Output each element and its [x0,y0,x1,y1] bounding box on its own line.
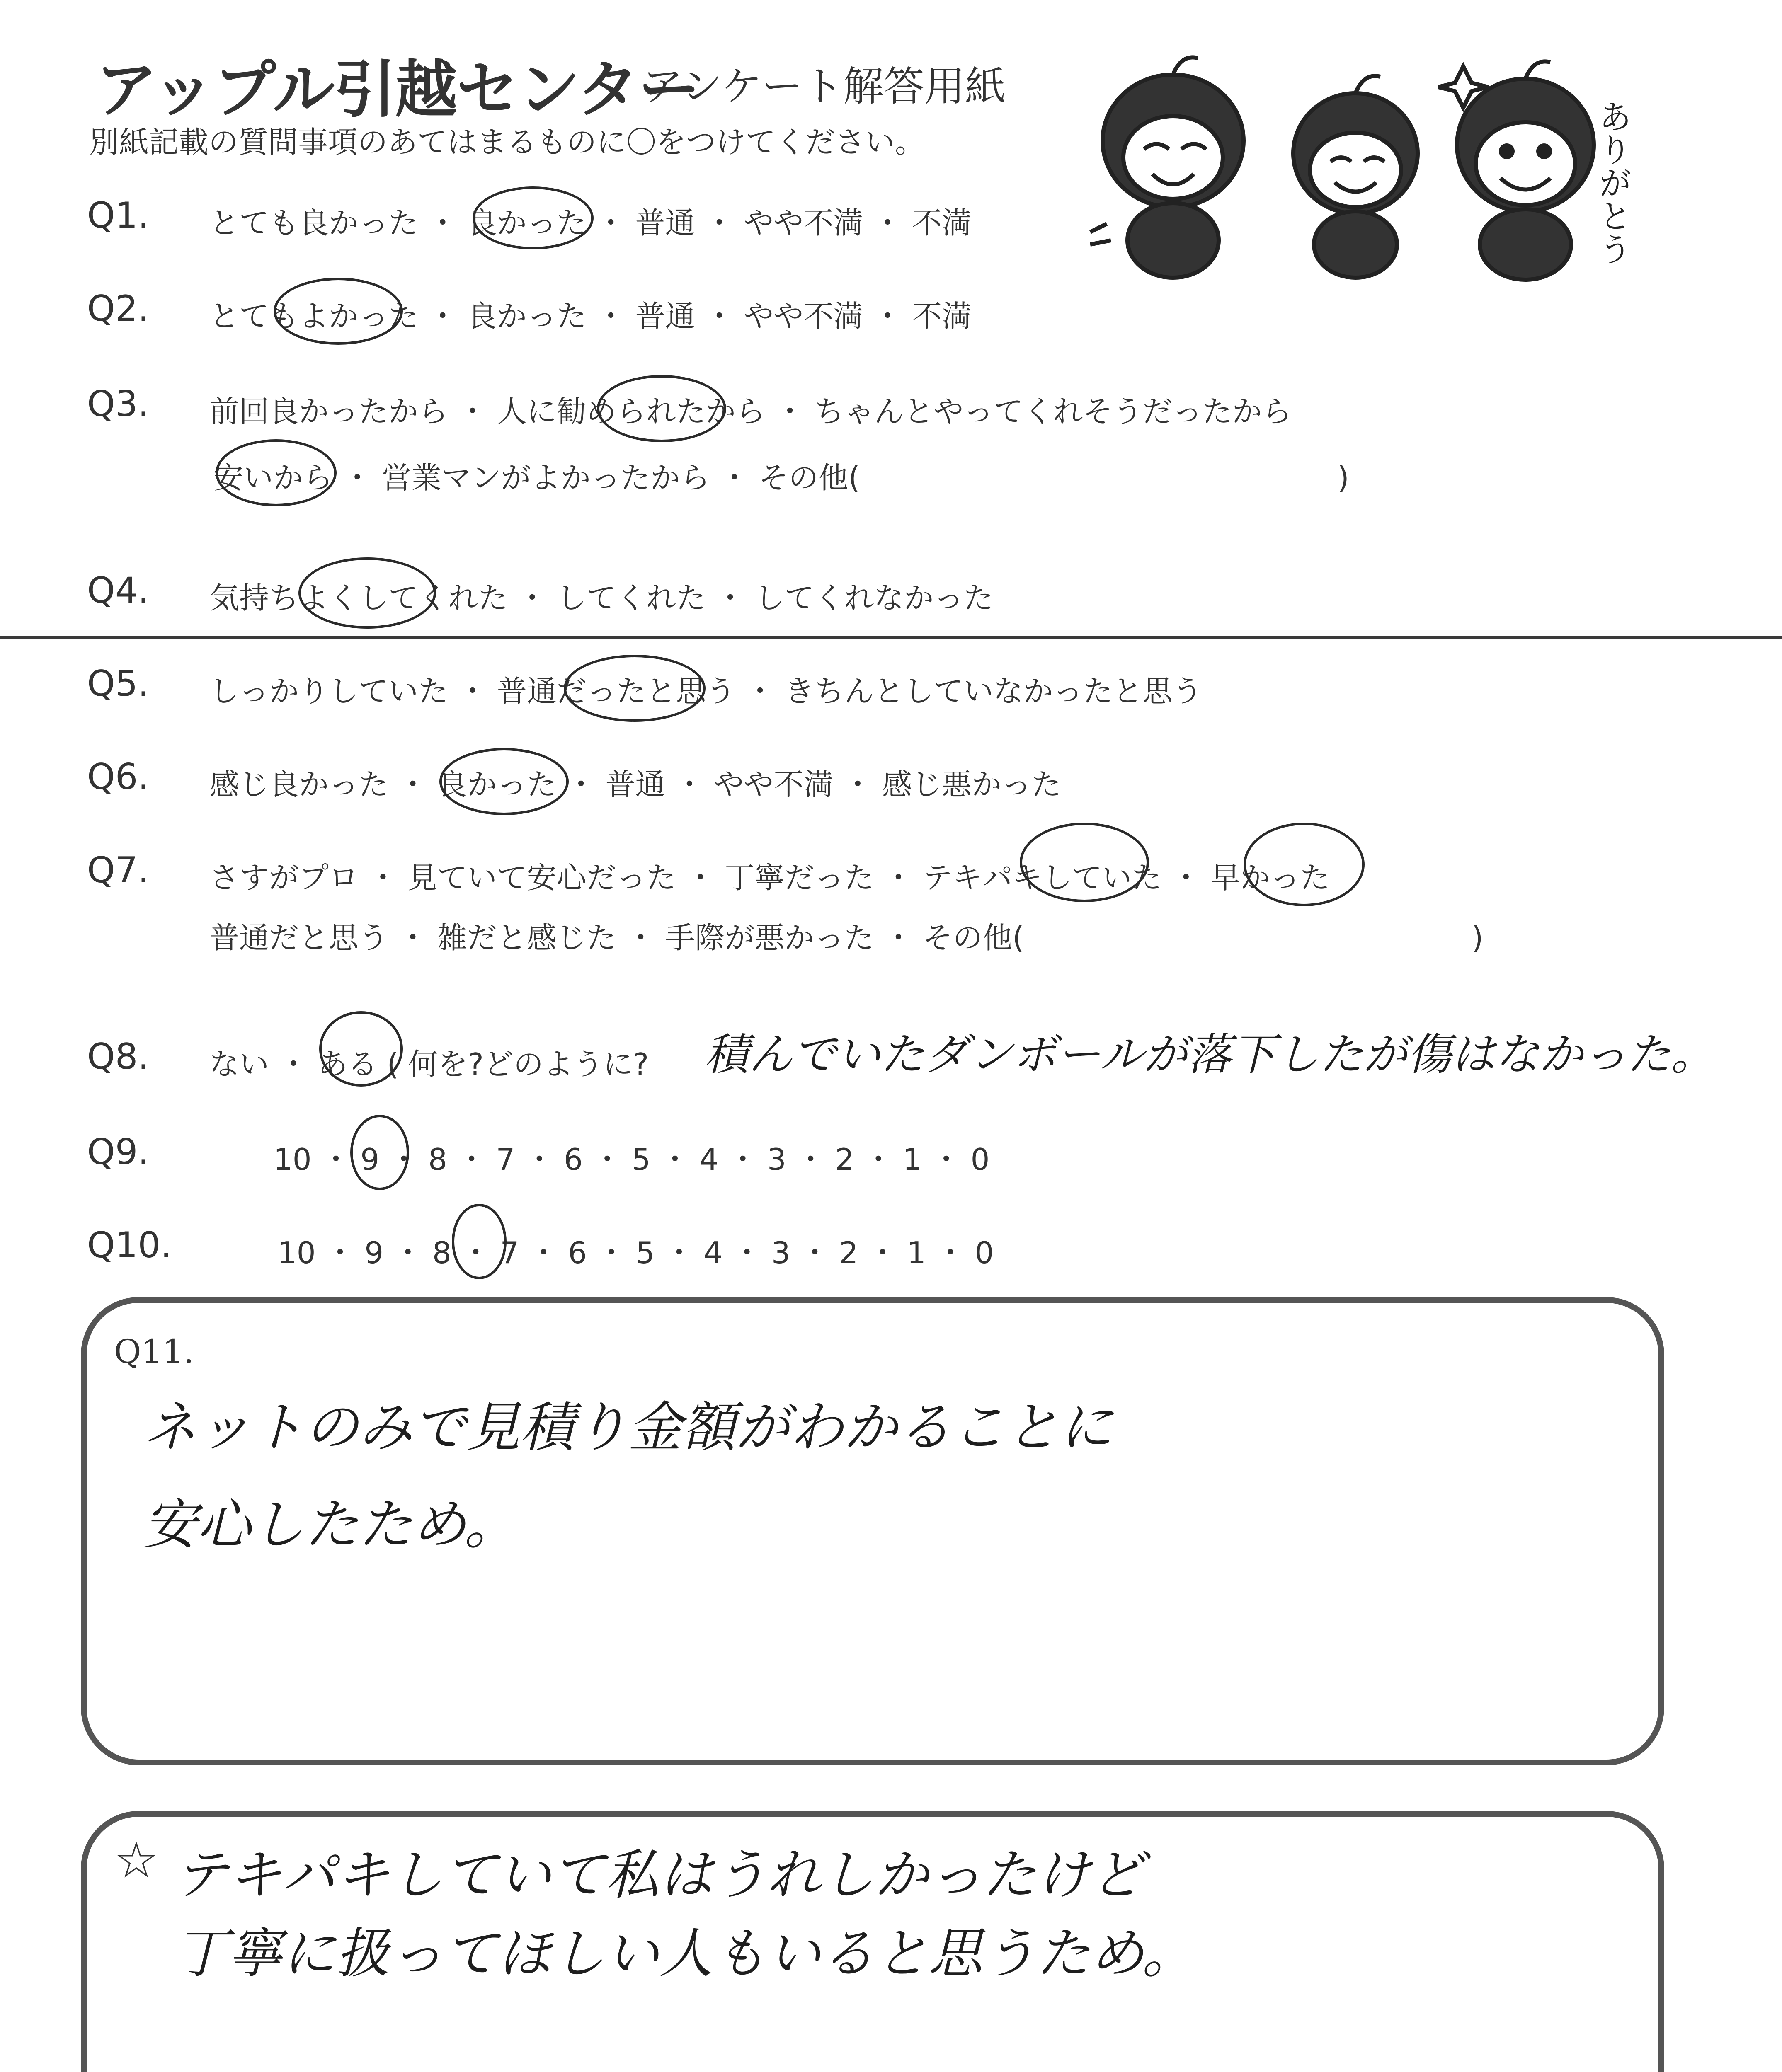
q10-scale: 10 ・ 9 ・ 8 ・ 7 ・ 6 ・ 5 ・ 4 ・ 3 ・ 2 ・ 1 ・ 0 [278,1235,994,1270]
q2-answer-circle [274,278,403,345]
form-subtitle: アンケート解答用紙 [642,63,1006,110]
q9-label: Q9. [87,1131,149,1173]
q5-options: しっかりしていた ・ 普通だったと思う ・ きちんとしていなかったと思う [209,674,1203,709]
comment-line2: 丁寧に扱ってほしい人もいると思うため。 [174,1922,1196,1985]
q6-label: Q6. [87,756,149,798]
q11-answer-line2: 安心したため。 [143,1493,518,1556]
q7-answer-circle-1 [1020,823,1149,902]
q8-label: Q8. [87,1036,149,1077]
q3-options-line2: 安いから ・ 営業マンがよかったから ・ その他( ) [213,460,1349,495]
q6-options: 感じ良かった ・ 良かった ・ 普通 ・ やや不満 ・ 感じ悪かった [209,767,1062,802]
star-icon: ☆ [114,1832,159,1889]
q1-answer-circle [473,186,594,249]
q10-answer-circle [452,1204,507,1279]
q4-options: 気持ちよくしてくれた ・ してくれた ・ してくれなかった [209,581,994,615]
q3-answer-circle-2 [216,439,337,506]
q6-answer-circle [439,748,569,815]
q9-answer-circle [350,1115,409,1190]
q7-label: Q7. [87,850,149,891]
divider-line [0,636,1782,639]
q8-options: ない ・ ある ( 何を?どのように? [209,1047,649,1082]
q3-answer-circle-1 [597,375,726,442]
q3-options-line1: 前回良かったから ・ 人に勧められたから ・ ちゃんとやってくれそうだったから [209,394,1292,429]
mascot-thanks-text: ありがとう [1593,99,1632,265]
q2-options: とてもよかった ・ 良かった ・ 普通 ・ やや不満 ・ 不満 [209,299,972,334]
q7-options-line1: さすがプロ ・ 見ていて安心だった ・ 丁寧だった ・ テキパキしていた ・ 早かった [209,860,1330,895]
q8-handwritten-answer: 積んでいたダンボールが落下したが傷はなかった。 [705,1029,1715,1080]
q1-options: とても良かった ・ 良かった ・ 普通 ・ やや不満 ・ 不満 [209,206,972,240]
q1-label: Q1. [87,195,149,236]
q5-label: Q5. [87,663,149,704]
q10-label: Q10. [87,1225,172,1266]
instruction-text: 別紙記載の質問事項のあてはまるものに〇をつけてください。 [89,125,925,160]
q11-answer-line1: ネットのみで見積り金額がわかることに [143,1396,1113,1459]
q5-answer-circle [564,655,706,722]
q7-answer-circle-2 [1244,823,1365,906]
q4-label: Q4. [87,570,149,611]
mascot-illustration [1078,50,1679,282]
company-title: アップル引越センター [95,54,700,126]
comment-line1: テキパキしていて私はうれしかったけど [174,1843,1144,1906]
q9-scale: 10 ・ 9 ・ 8 ・ 7 ・ 6 ・ 5 ・ 4 ・ 3 ・ 2 ・ 1 ・ 0 [274,1142,990,1177]
q4-answer-circle [298,557,436,629]
q11-label: Q11. [114,1332,194,1371]
q3-label: Q3. [87,383,149,425]
q7-options-line2: 普通だと思う ・ 雑だと感じた ・ 手際が悪かった ・ その他( ) [209,920,1484,955]
q2-label: Q2. [87,288,149,329]
q8-answer-circle [319,1011,403,1087]
